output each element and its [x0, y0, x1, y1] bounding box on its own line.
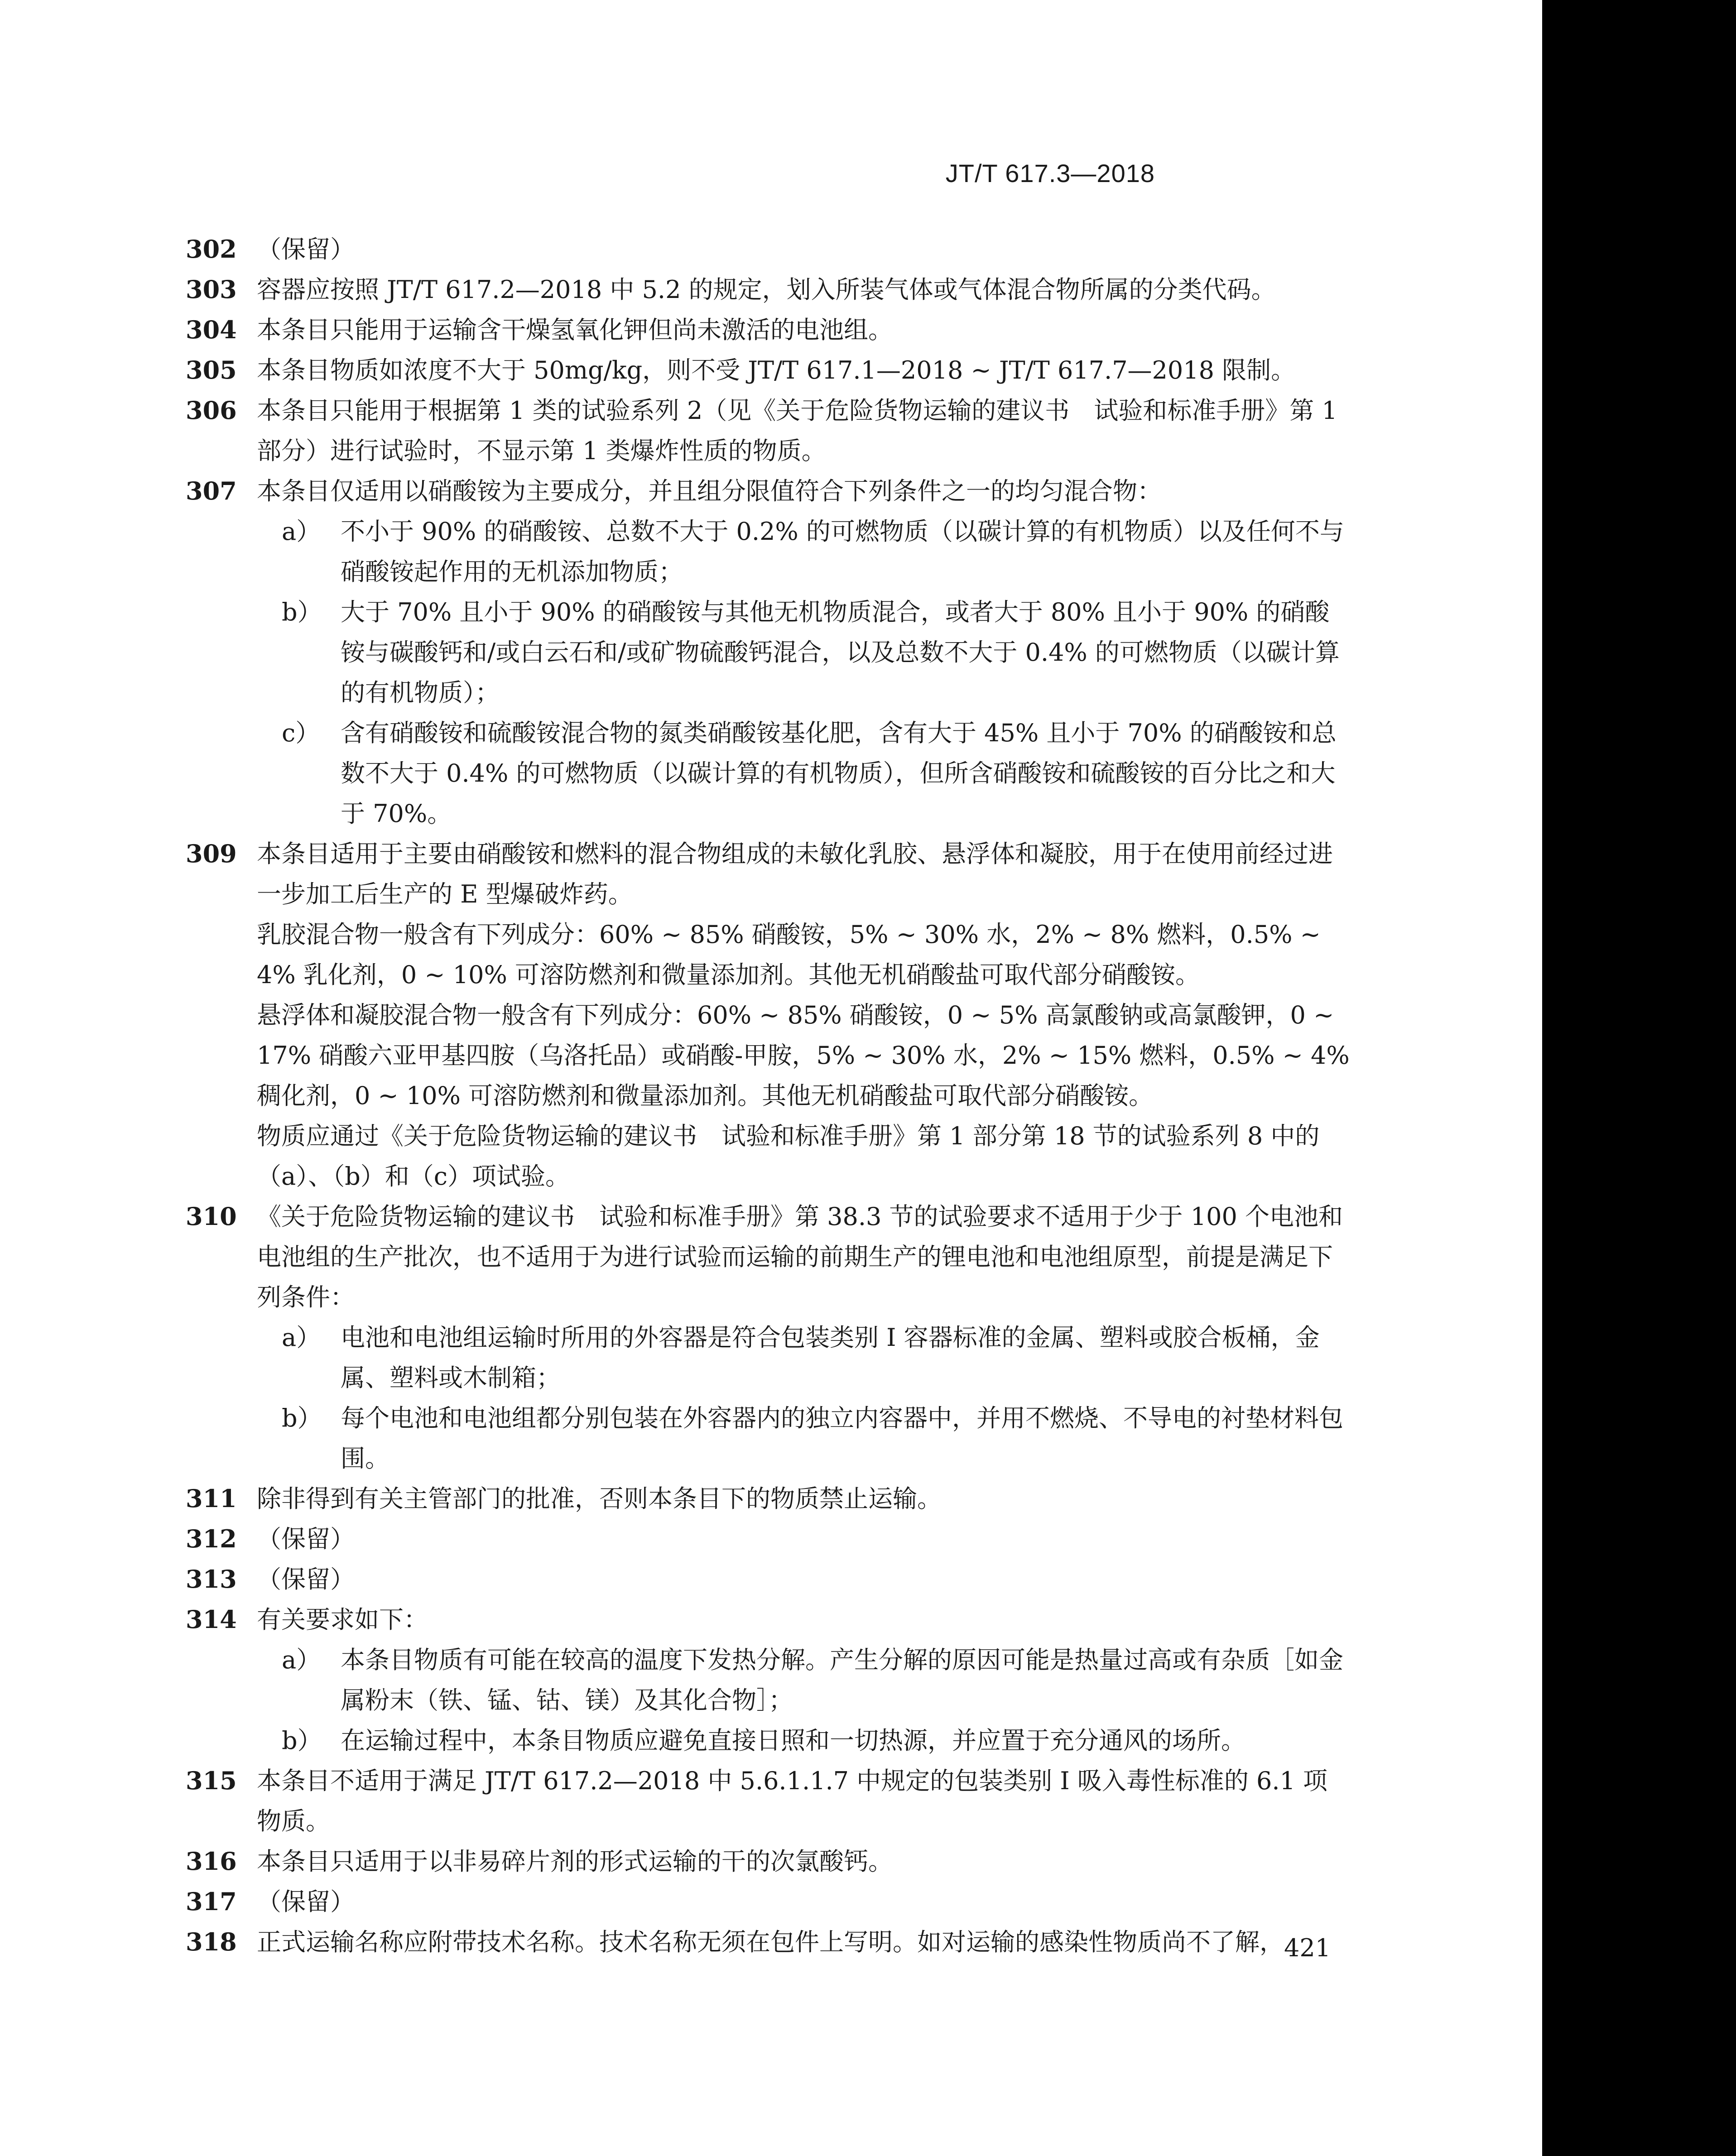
sub-item-text: 本条目物质有可能在较高的温度下发热分解。产生分解的原因可能是热量过高或有杂质［如金属粉末（铁、锰、钴、镁）及其化合物］；	[341, 1646, 1343, 1714]
provision-entry	[186, 834, 1350, 1196]
provision-entry	[186, 1479, 1350, 1519]
sub-item-text: 在运输过程中，本条目物质应避免直接日照和一切热源，并应置于充分通风的场所。	[341, 1726, 1245, 1755]
provision-text: 本条目只能用于运输含干燥氢氧化钾但尚未激活的电池组。	[257, 316, 893, 344]
provision-number: 304	[186, 315, 237, 344]
provision-text: 本条目物质如浓度不大于 50mg/kg，则不受 JT/T 617.1—2018 ~ JT/T 617.7—2018 限制。	[257, 356, 1296, 384]
provision-text: 乳胶混合物一般含有下列成分：60% ~ 85% 硝酸铵，5% ~ 30% 水，2% ~ 8% 燃料，0.5% ~ 4% 乳化剂，0 ~ 10% 可溶防燃剂和微量添加剂。其他无机硝酸盐可取代部分硝酸铵。	[257, 920, 1321, 989]
sub-item	[257, 1720, 1350, 1761]
page-number: 421	[1284, 1934, 1331, 1962]
provision-number: 315	[186, 1766, 237, 1795]
provision-text: 悬浮体和凝胶混合物一般含有下列成分：60% ~ 85% 硝酸铵，0 ~ 5% 高氯酸钠或高氯酸钾，0 ~ 17% 硝酸六亚甲基四胺（乌洛托品）或硝酸-甲胺，5% ~ 30% 水，2% ~ 15% 燃料，0.5% ~ 4% 稠化剂，0 ~ 10% 可溶防燃剂和微量添加剂。其他无机硝酸盐可取代部分硝酸铵。	[257, 1001, 1350, 1110]
sub-item	[257, 1398, 1350, 1479]
provision-text: （保留）	[257, 1565, 355, 1594]
sub-item	[257, 713, 1350, 834]
provision-number: 305	[186, 355, 237, 384]
provision-text: 《关于危险货物运输的建议书 试验和标准手册》第 38.3 节的试验要求不适用于少于 100 个电池和电池组的生产批次，也不适用于为进行试验而运输的前期生产的锂电池和电池组原型，前提是满足下列条件：	[257, 1202, 1343, 1311]
provision-text: （保留）	[257, 1525, 355, 1553]
provision-number: 317	[186, 1887, 237, 1916]
sub-item-label: a）	[282, 517, 321, 546]
sub-item	[257, 1317, 1350, 1398]
provision-number: 310	[186, 1202, 237, 1231]
sub-item-text: 电池和电池组运输时所用的外容器是符合包装类别 I 容器标准的金属、塑料或胶合板桶，金属、塑料或木制箱；	[341, 1323, 1320, 1392]
provisions-list	[186, 229, 1350, 1962]
sub-item-text: 大于 70% 且小于 90% 的硝酸铵与其他无机物质混合，或者大于 80% 且小于 90% 的硝酸铵与碳酸钙和/或白云石和/或矿物硫酸钙混合，以及总数不大于 0.4% 的可燃物质（以碳计算的有机物质）；	[341, 598, 1340, 707]
provision-text: 本条目仅适用以硝酸铵为主要成分，并且组分限值符合下列条件之一的均匀混合物：	[257, 477, 1162, 505]
scan-border	[1542, 0, 1736, 2156]
standard-code-header: JT/T 617.3—2018	[945, 159, 1155, 187]
provision-entry	[186, 269, 1350, 310]
sub-item	[257, 592, 1350, 713]
provision-entry	[186, 1519, 1350, 1559]
sub-item-text: 含有硝酸铵和硫酸铵混合物的氮类硝酸铵基化肥，含有大于 45% 且小于 70% 的硝酸铵和总数不大于 0.4% 的可燃物质（以碳计算的有机物质），但所含硝酸铵和硫酸铵的百分比之和大于 70%。	[341, 719, 1337, 828]
provision-entry	[186, 1599, 1350, 1761]
provision-number: 318	[186, 1927, 237, 1956]
provision-text: 本条目适用于主要由硝酸铵和燃料的混合物组成的未敏化乳胶、悬浮体和凝胶，用于在使用前经过进一步加工后生产的 E 型爆破炸药。	[257, 840, 1333, 908]
provision-text: 除非得到有关主管部门的批准，否则本条目下的物质禁止运输。	[257, 1484, 942, 1513]
provision-number: 307	[186, 476, 237, 505]
provision-number: 303	[186, 275, 237, 304]
sub-item-label: b）	[282, 598, 322, 626]
sub-item-label: b）	[282, 1404, 322, 1432]
provision-text: 本条目只适用于以非易碎片剂的形式运输的干的次氯酸钙。	[257, 1847, 893, 1876]
sub-item	[257, 511, 1350, 592]
provision-entry	[186, 310, 1350, 350]
sub-item-text: 每个电池和电池组都分别包装在外容器内的独立内容器中，并用不燃烧、不导电的衬垫材料包围。	[341, 1404, 1343, 1473]
provision-text: 容器应按照 JT/T 617.2—2018 中 5.2 的规定，划入所装气体或气体混合物所属的分类代码。	[257, 275, 1276, 304]
provision-entry	[186, 1841, 1350, 1882]
sub-item-label: a）	[282, 1323, 321, 1352]
sub-item-label: b）	[282, 1726, 322, 1755]
provision-text: 物质应通过《关于危险货物运输的建议书 试验和标准手册》第 1 部分第 18 节的试验系列 8 中的（a）、（b）和（c）项试验。	[257, 1122, 1320, 1191]
provision-text: 本条目不适用于满足 JT/T 617.2—2018 中 5.6.1.1.7 中规定的包装类别 Ⅰ 吸入毒性标准的 6.1 项物质。	[257, 1767, 1328, 1835]
sub-item-label: a）	[282, 1646, 321, 1674]
provision-text: 本条目只能用于根据第 1 类的试验系列 2（见《关于危险货物运输的建议书 试验和标准手册》第 1 部分）进行试验时，不显示第 1 类爆炸性质的物质。	[257, 396, 1337, 465]
provision-entry	[186, 390, 1350, 471]
provision-entry	[186, 1559, 1350, 1599]
provision-entry	[186, 1196, 1350, 1479]
provision-text: 正式运输名称应附带技术名称。技术名称无须在包件上写明。如对运输的感染性物质尚不了解，	[257, 1928, 1284, 1956]
sub-item-label: c）	[282, 719, 320, 747]
provision-number: 306	[186, 396, 237, 425]
sub-item	[257, 1640, 1350, 1720]
provision-number: 302	[186, 235, 237, 264]
provision-text: （保留）	[257, 1887, 355, 1916]
provision-text: 有关要求如下：	[257, 1605, 428, 1634]
sub-item-text: 不小于 90% 的硝酸铵、总数不大于 0.2% 的可燃物质（以碳计算的有机物质）以及任何不与硝酸铵起作用的无机添加物质；	[341, 517, 1344, 586]
provision-entry	[186, 350, 1350, 390]
provision-entry	[186, 229, 1350, 269]
provision-entry	[186, 471, 1350, 834]
provision-number: 314	[186, 1605, 237, 1634]
provision-number: 311	[186, 1484, 237, 1513]
provision-number: 313	[186, 1565, 237, 1594]
provision-entry	[186, 1761, 1350, 1841]
provision-text: （保留）	[257, 235, 355, 264]
provision-number: 312	[186, 1524, 237, 1553]
provision-entry	[186, 1922, 1350, 1962]
provision-number: 309	[186, 839, 237, 868]
provision-entry	[186, 1882, 1350, 1922]
provision-number: 316	[186, 1847, 237, 1876]
